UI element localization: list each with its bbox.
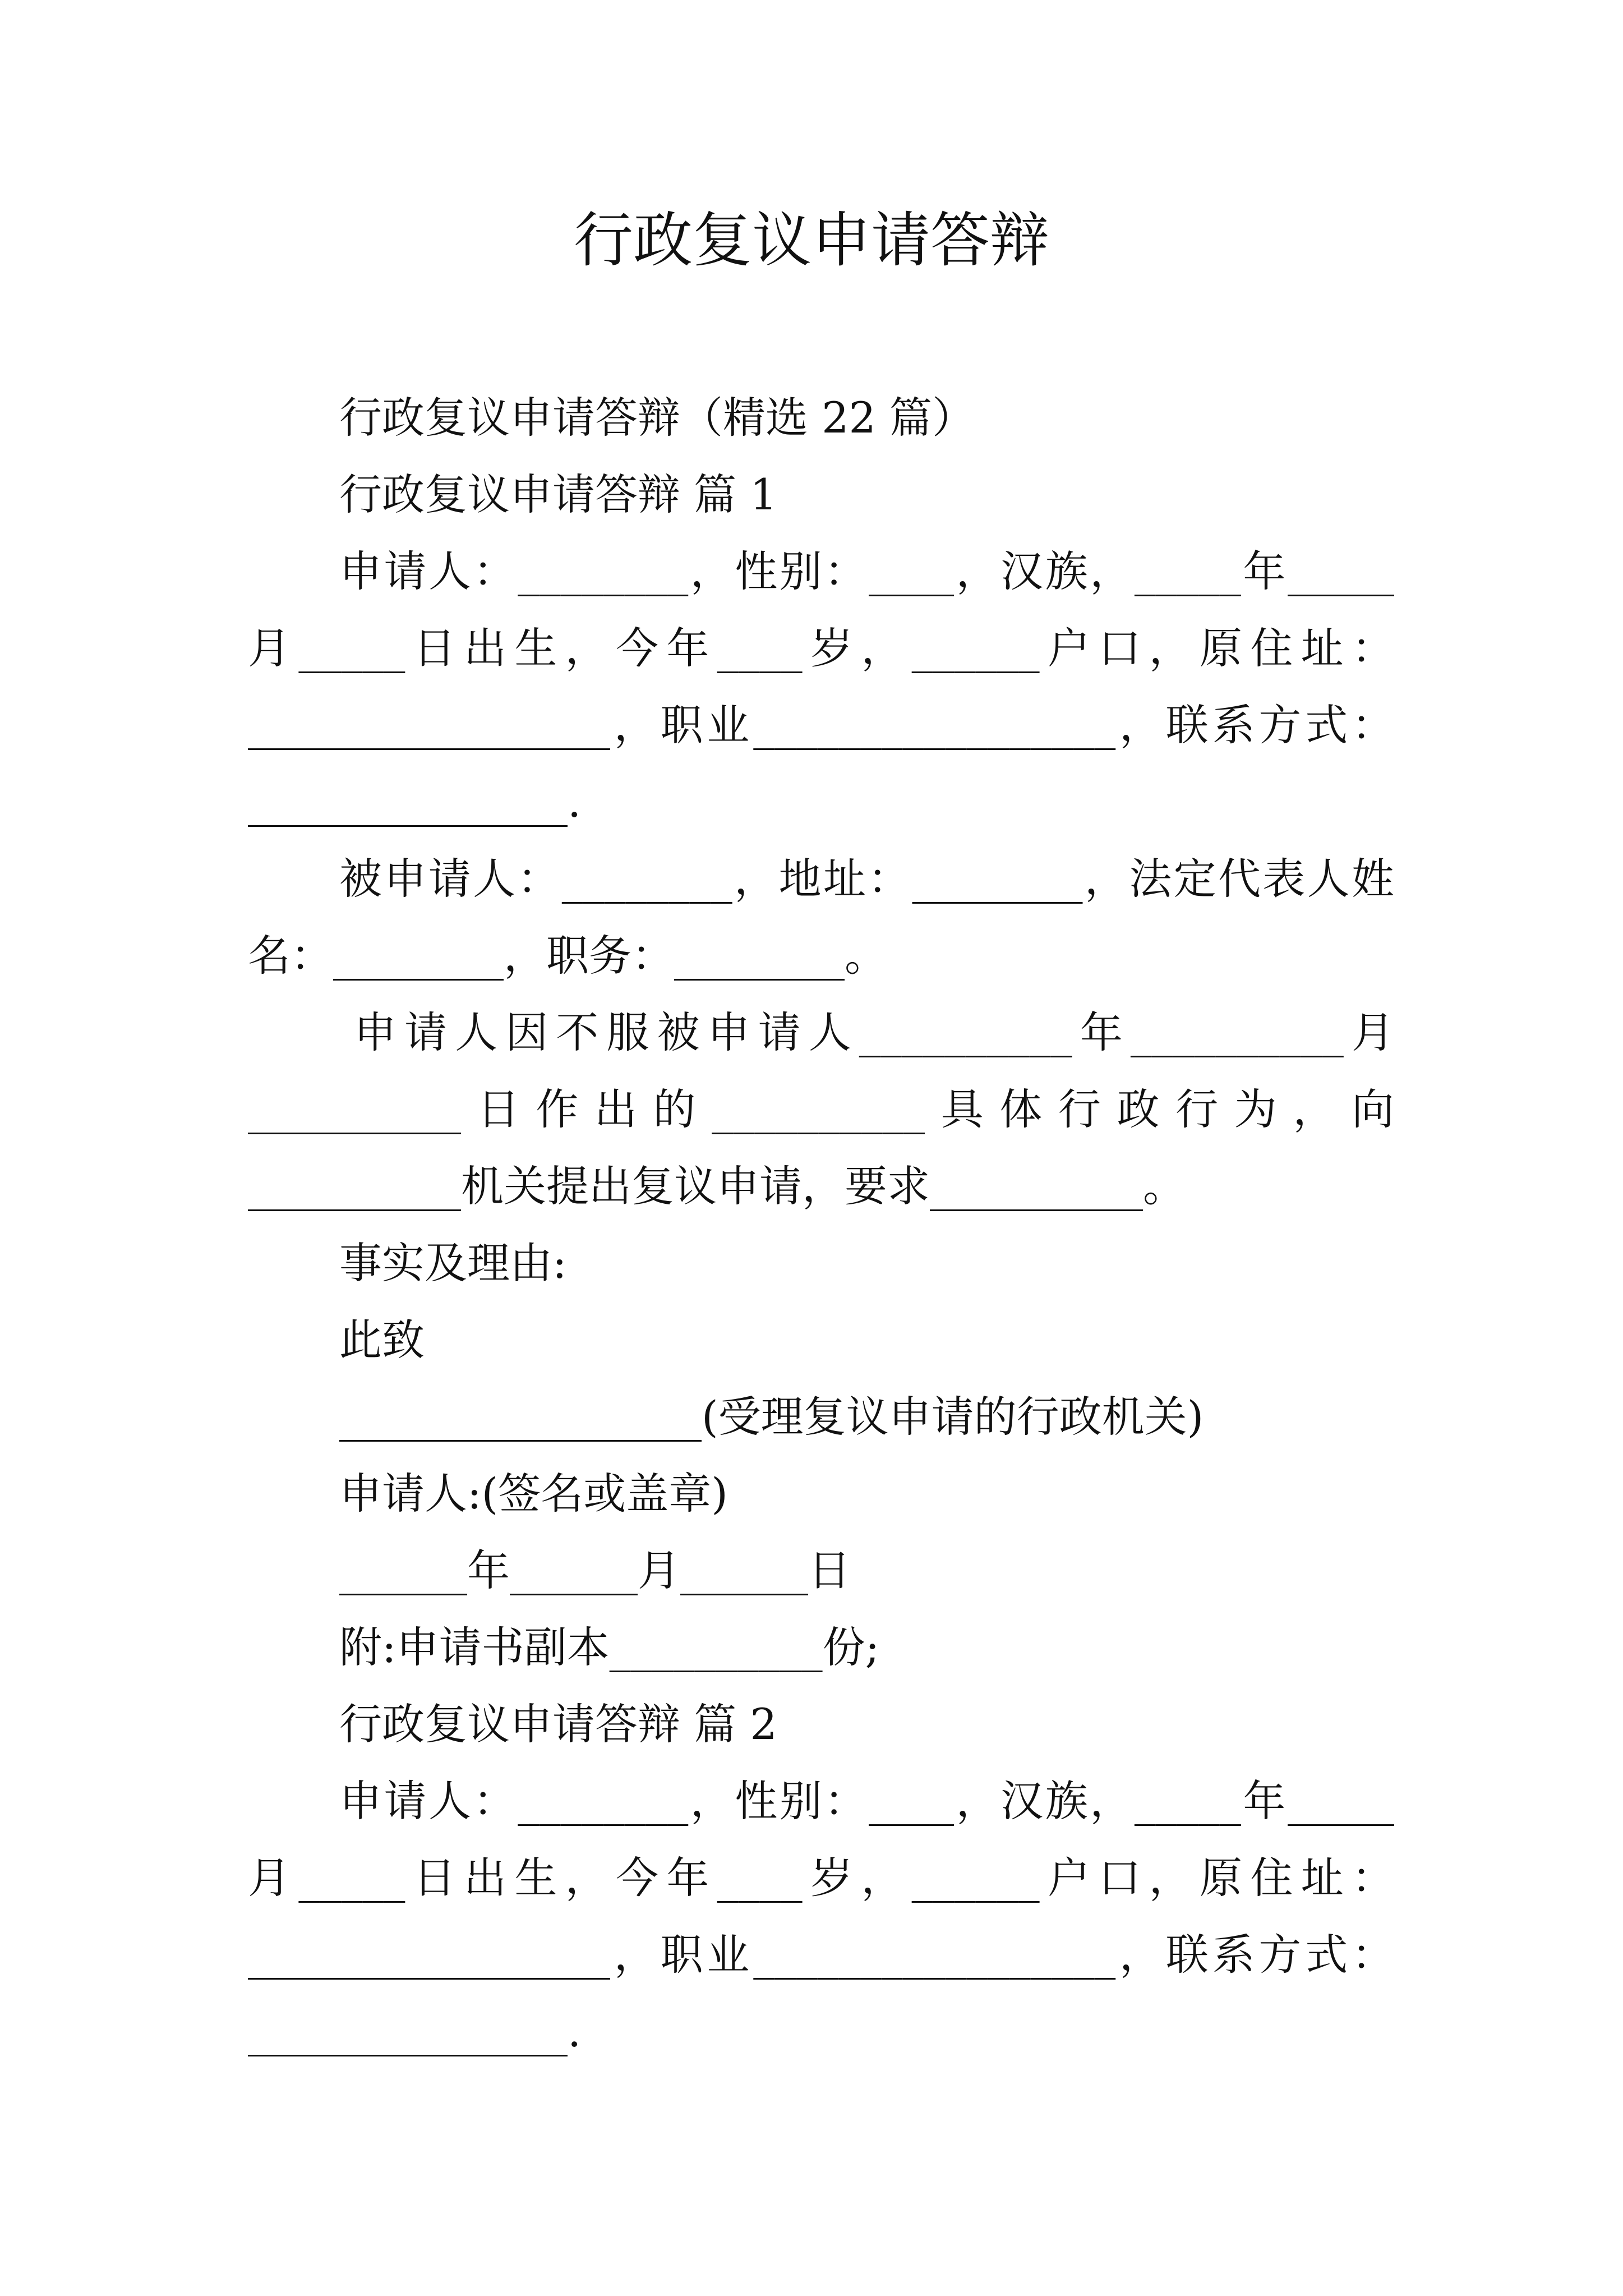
applicant-signature-line: 申请人:(签名或盖章): [339, 1469, 728, 1519]
section-heading-1: 行政复议申请答辩 篇 1: [339, 470, 777, 519]
request-line: __________日作出的__________具体行政行为，向: [248, 1084, 1394, 1134]
section-heading-2: 行政复议申请答辩 篇 2: [339, 1699, 777, 1749]
request-line: 申请人因不服被申请人__________年__________月: [354, 1007, 1394, 1057]
salutation: 此致: [339, 1315, 425, 1365]
respondent-info-line: 名：________，职务：________。: [248, 931, 887, 981]
respondent-info-line: 被申请人：________，地址：________，法定代表人姓: [339, 854, 1394, 904]
applicant-info-line: _______________.: [248, 2007, 582, 2056]
applicant-info-line: _________________，职业_________________，联系方式：: [248, 1930, 1394, 1980]
document-body: [248, 379, 1394, 2070]
recipient-authority-line: _________________(受理复议申请的行政机关): [339, 1392, 1204, 1442]
applicant-info-line: 申请人：________，性别：____，汉族，_____年_____: [339, 1776, 1394, 1826]
request-line: __________机关提出复议申请，要求__________。: [248, 1161, 1186, 1211]
document-subtitle: 行政复议申请答辩（精选 22 篇）: [339, 393, 975, 443]
applicant-info-line: 申请人：________，性别：____，汉族，_____年_____: [339, 546, 1394, 596]
applicant-info-line: 月_____日出生，今年____岁，______户口，原住址：: [248, 623, 1394, 673]
applicant-info-line: 月_____日出生，今年____岁，______户口，原住址：: [248, 1853, 1394, 1903]
attachment-line: 附:申请书副本__________份;: [339, 1622, 880, 1672]
applicant-info-line: _______________.: [248, 777, 582, 827]
document-title: 行政复议申请答辩: [574, 206, 1049, 275]
applicant-info-line: _________________，职业_________________，联系方式：: [248, 700, 1394, 750]
date-line: ______年______月______日: [339, 1545, 851, 1595]
facts-reasons-label: 事实及理由:: [339, 1238, 567, 1288]
